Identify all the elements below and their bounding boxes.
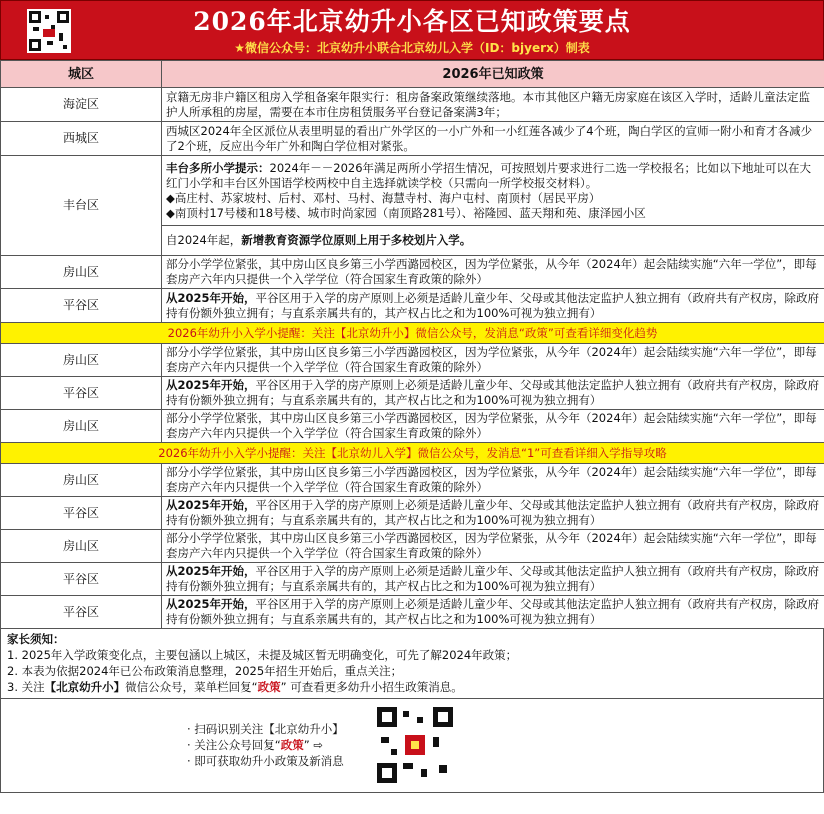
qr-code-graphic (377, 707, 453, 783)
policy-table (0, 60, 824, 629)
table-row (1, 256, 824, 289)
policy-text: 平谷区用于入学的房产原则上必须是适龄儿童少年、父母或其他法定监护人独立拥有（政府共有产权房，除政府持有份额外独立拥有；与直系亲属共有的，其产权占比之和为100%可视为独立拥有） (166, 290, 820, 320)
table-row (1, 497, 824, 530)
district-cell: 平谷区 (1, 497, 162, 530)
column-header-district: 城区 (1, 61, 162, 88)
policy-cell (162, 226, 824, 256)
policy-text: 平谷区用于入学的房产原则上必须是适龄儿童少年、父母或其他法定监护人独立拥有（政府共有产权房，除政府持有份额外独立拥有；与直系亲属共有的，其产权占比之和为100%可视为独立拥有） (166, 564, 820, 593)
page-subtitle: ★微信公众号：北京幼升小联合北京幼儿入学（ID：bjyerx）制表 (234, 41, 590, 55)
district-cell: 平谷区 (1, 289, 162, 323)
policy-cell: 京籍无房非户籍区租房入学租备案年限实行：租房备案政策继续落地。本市其他区户籍无房家庭在该区入学时，适龄儿童法定监护人所承租的房屋，需要在本市住房租赁服务平台登记备案满3年； (162, 88, 824, 122)
district-cell: 房山区 (1, 464, 162, 497)
table-row (1, 596, 824, 629)
footer-line: · 即可获取幼升小政策及新消息 (187, 754, 344, 768)
table-row (1, 156, 824, 226)
district-cell: 房山区 (1, 410, 162, 443)
policy-cell: 西城区2024年全区派位从表里明显的看出广外学区的一小广外和一小红莲各减少了4个班，陶白学区的宣师一附小和育才各减少了2个班，反应出今年广外和陶白学位相对紧张。 (162, 122, 824, 156)
policy-text: 平谷区用于入学的房产原则上必须是适龄儿童少年、父母或其他法定监护人独立拥有（政府共有产权房，除政府持有份额外独立拥有；与直系亲属共有的，其产权占比之和为100%可视为独立拥有） (166, 378, 820, 407)
policy-bold-lead: 从2025年开始， (166, 378, 256, 392)
note-keyword: 政策 (257, 680, 281, 694)
policy-text: 平谷区用于入学的房产原则上必须是适龄儿童少年、父母或其他法定监护人独立拥有（政府共有产权房，除政府持有份额外独立拥有；与直系亲属共有的，其产权占比之和为100%可视为独立拥有） (166, 498, 820, 527)
policy-bold-lead: 从2025年开始， (166, 290, 256, 305)
table-row (1, 289, 824, 323)
footer (0, 699, 824, 793)
district-cell: 海淀区 (1, 88, 162, 122)
note-item: 1. 2025年入学政策变化点，主要包涵以上城区，未提及城区暂无明确变化，可先了解2024年政策； (7, 648, 518, 662)
table-row (1, 122, 824, 156)
district-cell: 平谷区 (1, 596, 162, 629)
table-row (1, 410, 824, 443)
table-row (1, 88, 824, 122)
table-row (1, 377, 824, 410)
notice-banner: 2026年幼升小入学小提醒：关注【北京幼升小】微信公众号，发消息“政策”可查看详细变化趋势 (1, 323, 824, 344)
footer-text: · 关注公众号回复“ (187, 738, 281, 752)
table-row (1, 464, 824, 497)
note-account-name: 【北京幼升小】 (44, 680, 126, 694)
district-cell: 平谷区 (1, 377, 162, 410)
district-cell: 房山区 (1, 256, 162, 289)
policy-cell (162, 377, 824, 410)
policy-cell: 部分小学学位紧张，其中房山区良乡第三小学西潞园校区，因为学位紧张，从今年（2024年）起会陆续实施“六年一学位”，即每套房产六年内只提供一个入学学位（符合国家生育政策的除外） (162, 344, 824, 377)
policy-cell (162, 497, 824, 530)
district-cell: 丰台区 (1, 156, 162, 256)
table-row (1, 344, 824, 377)
notes-title: 家长须知： (7, 632, 65, 646)
note-text: 微信公众号，菜单栏回复“ (125, 680, 258, 694)
notice-banner: 2026年幼升小入学小提醒：关注【北京幼儿入学】微信公众号，发消息“1”可查看详细入学指导攻略 (1, 443, 824, 464)
parent-notes (0, 629, 824, 699)
footer-qr-code-icon[interactable] (375, 705, 455, 785)
footer-instructions (187, 721, 344, 769)
policy-cell (162, 596, 824, 629)
policy-text: 2024年－－2026年满足两所小学招生情况，可按照划片要求进行二选一学校报名；比如以下地址可以在大红门小学和丰台区外国语学校两校中自主选择就读学校（只需向一所学校报交材料）。 (166, 160, 812, 190)
footer-line: · 扫码识别关注【北京幼升小】 (187, 722, 344, 736)
header-banner (0, 0, 824, 60)
policy-text: 平谷区用于入学的房产原则上必须是适龄儿童少年、父母或其他法定监护人独立拥有（政府共有产权房，除政府持有份额外独立拥有；与直系亲属共有的，其产权占比之和为100%可视为独立拥有） (166, 597, 820, 626)
note-text: ” 可查看更多幼升小招生政策消息。 (280, 680, 463, 694)
column-header-policy: 2026年已知政策 (162, 61, 824, 88)
footer-keyword: 政策 (280, 738, 304, 752)
policy-bold-lead: 从2025年开始， (166, 597, 256, 611)
notice-row (1, 323, 824, 344)
policy-bold-text: 新增教育资源学位原则上用于多校划片入学。 (241, 233, 472, 247)
district-cell: 平谷区 (1, 563, 162, 596)
policy-text: 自2024年起， (166, 233, 242, 247)
policy-bullet: ◆高庄村、苏家坡村、后村、邓村、马村、海慧寺村、海户屯村、南顶村（居民平房） (166, 190, 601, 205)
district-cell: 房山区 (1, 344, 162, 377)
policy-cell (162, 156, 824, 226)
policy-bold-lead: 从2025年开始， (166, 564, 256, 578)
footer-line (187, 737, 344, 753)
table-header-row (1, 61, 824, 88)
table-row (1, 530, 824, 563)
policy-bullet: ◆南顶村17号楼和18号楼、城市时尚家园（南顶路281号）、裕隆园、蓝天翔和苑、康泽园小区 (166, 205, 646, 220)
policy-bold-lead: 从2025年开始， (166, 498, 256, 512)
policy-bold-lead: 丰台多所小学提示： (166, 160, 270, 175)
district-cell: 房山区 (1, 530, 162, 563)
table-row (1, 563, 824, 596)
policy-cell: 部分小学学位紧张，其中房山区良乡第三小学西潞园校区，因为学位紧张，从今年（2024年）起会陆续实施“六年一学位”，即每套房产六年内只提供一个入学学位（符合国家生育政策的除外） (162, 530, 824, 563)
note-text: 3. 关注 (7, 680, 45, 694)
policy-cell (162, 563, 824, 596)
district-cell: 西城区 (1, 122, 162, 156)
footer-text: ” ⇨ (303, 738, 324, 752)
page-title: 2026年北京幼升小各区已知政策要点 (193, 7, 631, 36)
policy-cell (162, 289, 824, 323)
policy-cell: 部分小学学位紧张，其中房山区良乡第三小学西潞园校区，因为学位紧张，从今年（2024年）起会陆续实施“六年一学位”，即每套房产六年内只提供一个入学学位（符合国家生育政策的除外） (162, 410, 824, 443)
note-item: 2. 本表为依据2024年已公布政策消息整理，2025年招生开始后，重点关注； (7, 664, 403, 678)
policy-cell: 部分小学学位紧张，其中房山区良乡第三小学西潞园校区，因为学位紧张，从今年（2024年）起会陆续实施“六年一学位”，即每套房产六年内只提供一个入学学位（符合国家生育政策的除外） (162, 256, 824, 289)
policy-cell: 部分小学学位紧张，其中房山区良乡第三小学西潞园校区，因为学位紧张，从今年（2024年）起会陆续实施“六年一学位”，即每套房产六年内只提供一个入学学位（符合国家生育政策的除外） (162, 464, 824, 497)
note-item (7, 679, 817, 695)
notice-row (1, 443, 824, 464)
